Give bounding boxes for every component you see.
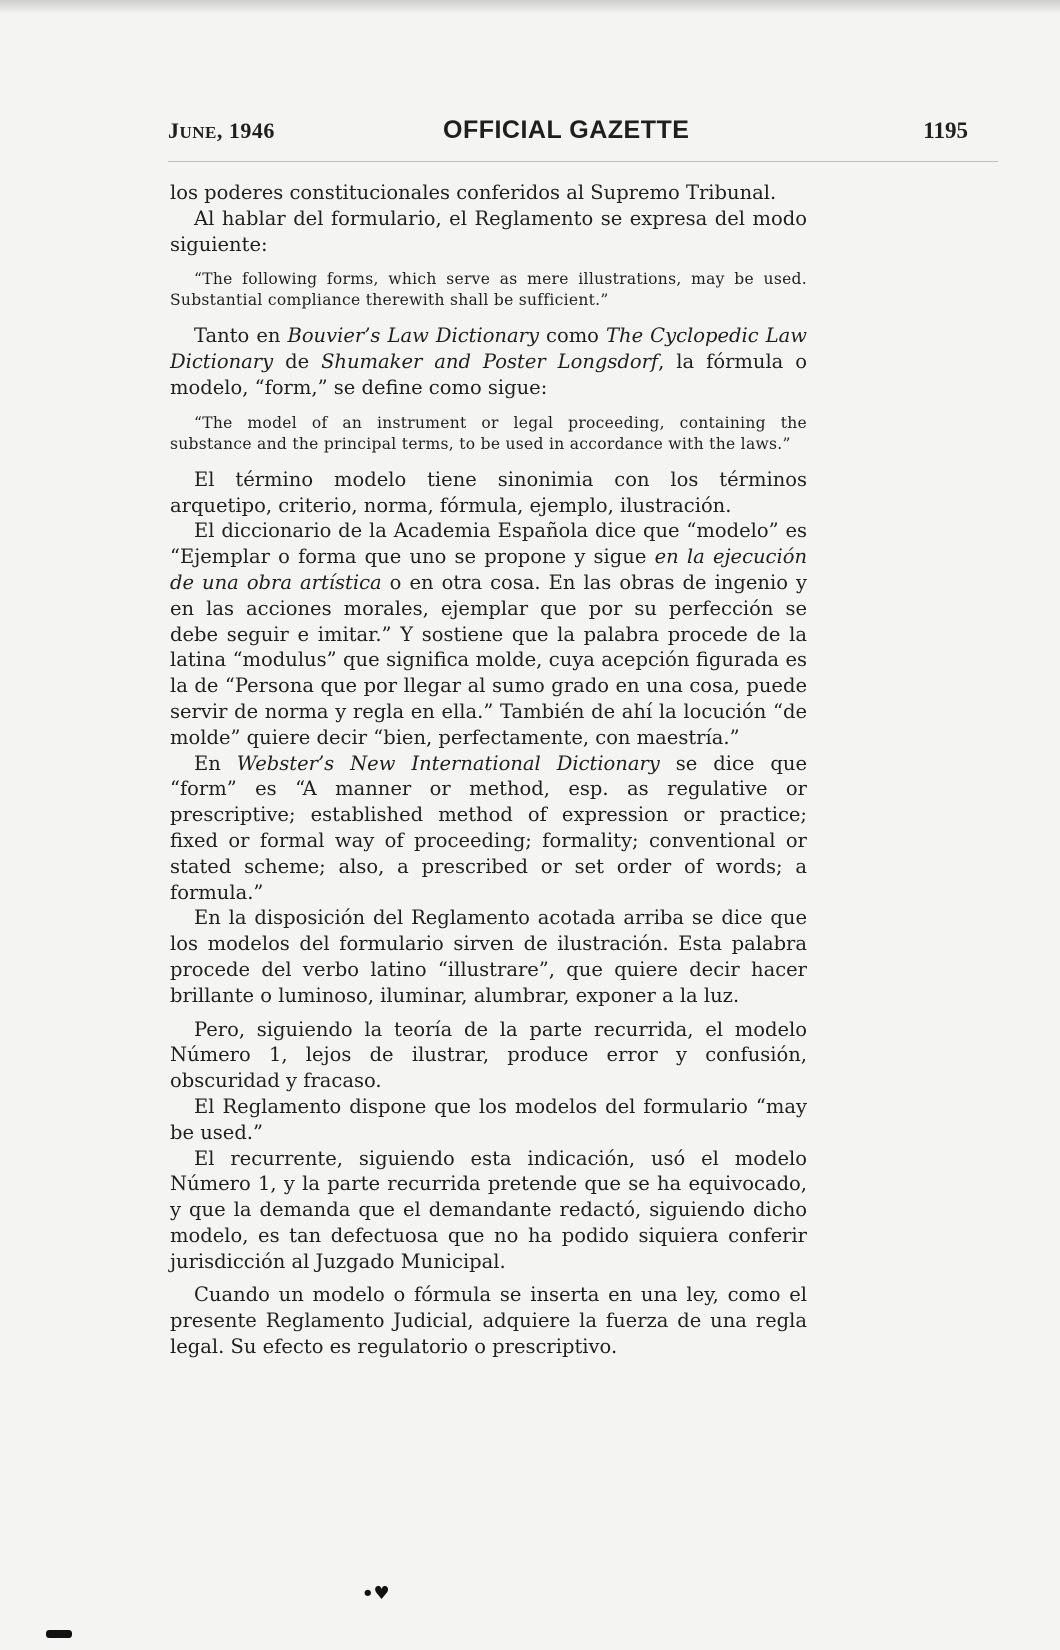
- header-date-month: UNE: [179, 123, 217, 142]
- header-date-year: , 1946: [216, 118, 275, 143]
- italic-run: Bouvier’s Law Dictionary: [287, 324, 539, 348]
- body-text: [170, 180, 807, 1360]
- paragraph: En la disposición del Reglamento acotada arriba se dice que los modelos del formulario sirven de ilustración. Esta palabra procede del verbo latino “illustrare”, que quiere decir hacer brillante o luminoso, iluminar, alumbrar, exponer a la luz.: [170, 906, 807, 1007]
- text-run: de: [273, 350, 322, 374]
- paragraph: Al hablar del formulario, el Reglamento se expresa del modo siguiente:: [170, 206, 807, 256]
- page-header: [168, 118, 968, 152]
- paragraph: El recurrente, siguiendo esta indicación, usó el modelo Número 1, y la parte recurrida pretende que se ha equivocado, y que la demanda que el demandante redactó, siguiendo dicho modelo, es tan defectuosa que no ha podido siquiera conferir jurisdicción al Juzgado Municipal.: [170, 1146, 807, 1273]
- paragraph: Pero, siguiendo la teoría de la parte recurrida, el modelo Número 1, lejos de ilustrar, produce error y confusión, obscuridad y fracaso.: [170, 1017, 807, 1093]
- text-run: como: [538, 324, 606, 348]
- italic-run: Shumaker and Poster Longsdorf: [321, 350, 659, 374]
- quotation: “The model of an instrument or legal proceeding, containing the substance and the principal terms, to be used in accordance with the laws.”: [170, 413, 807, 453]
- scan-edge: [0, 0, 1060, 14]
- paragraph: El término modelo tiene sinonimia con los términos arquetipo, criterio, norma, fórmula, ejemplo, ilustración.: [170, 467, 807, 517]
- quotation: “The following forms, which serve as mere illustrations, may be used. Substantial compliance therewith shall be sufficient.”: [170, 270, 807, 310]
- italic-run: Webster’s New International Dictionary: [236, 751, 660, 775]
- text-run: , la fórmula o modelo, “form,” se define como sigue:: [170, 350, 808, 399]
- header-date-initial: J: [168, 118, 180, 143]
- italic-run: en la ejecución de una obra artística: [170, 545, 808, 594]
- text-run: o en otra cosa. En las obras de ingenio y en las acciones morales, ejemplar que por su perfección se debe seguir e imitar.” Y sostiene que la palabra procede de la latina “modulus” que significa molde, cuya acepción figurada es la de “Persona que por llegar al sumo grado en una cosa, puede servir de norma y regla en ella.” También de ahí la locución “de molde” quiere decir “bien, perfectamente, con maestría.”: [170, 570, 807, 749]
- paragraph: [170, 751, 807, 906]
- header-title: OFFICIAL GAZETTE: [443, 116, 690, 144]
- text-run: se dice que “form” es “A manner or method, esp. as regulative or prescriptive; established method of expression or practice; fixed or formal way of proceeding; formality; conventional or stated scheme; also, a prescribed or set order of words; a formula.”: [170, 751, 808, 904]
- paragraph: [170, 518, 807, 750]
- paragraph: El Reglamento dispone que los modelos del formulario “may be used.”: [170, 1094, 807, 1144]
- paragraph: los poderes constitucionales conferidos al Supremo Tribunal.: [170, 181, 777, 204]
- scan-blot: [46, 1630, 72, 1638]
- text-run: El diccionario de la Academia Española dice que “modelo” es “Ejemplar o forma que uno se propone y sigue: [170, 519, 807, 569]
- italic-run: The Cyclopedic Law Dictionary: [170, 324, 807, 374]
- text-run: En: [194, 751, 237, 775]
- text-run: Tanto en: [194, 324, 288, 348]
- paragraph: Cuando un modelo o fórmula se inserta en una ley, como el presente Reglamento Judicial, adquiere la fuerza de una regla legal. Su efecto es regulatorio o prescriptivo.: [170, 1283, 807, 1359]
- page-number: 1195: [923, 118, 968, 143]
- paragraph: [170, 323, 807, 400]
- footer-ornament: •♥: [362, 1583, 390, 1604]
- header-rule: [168, 161, 998, 162]
- header-date: [168, 118, 275, 144]
